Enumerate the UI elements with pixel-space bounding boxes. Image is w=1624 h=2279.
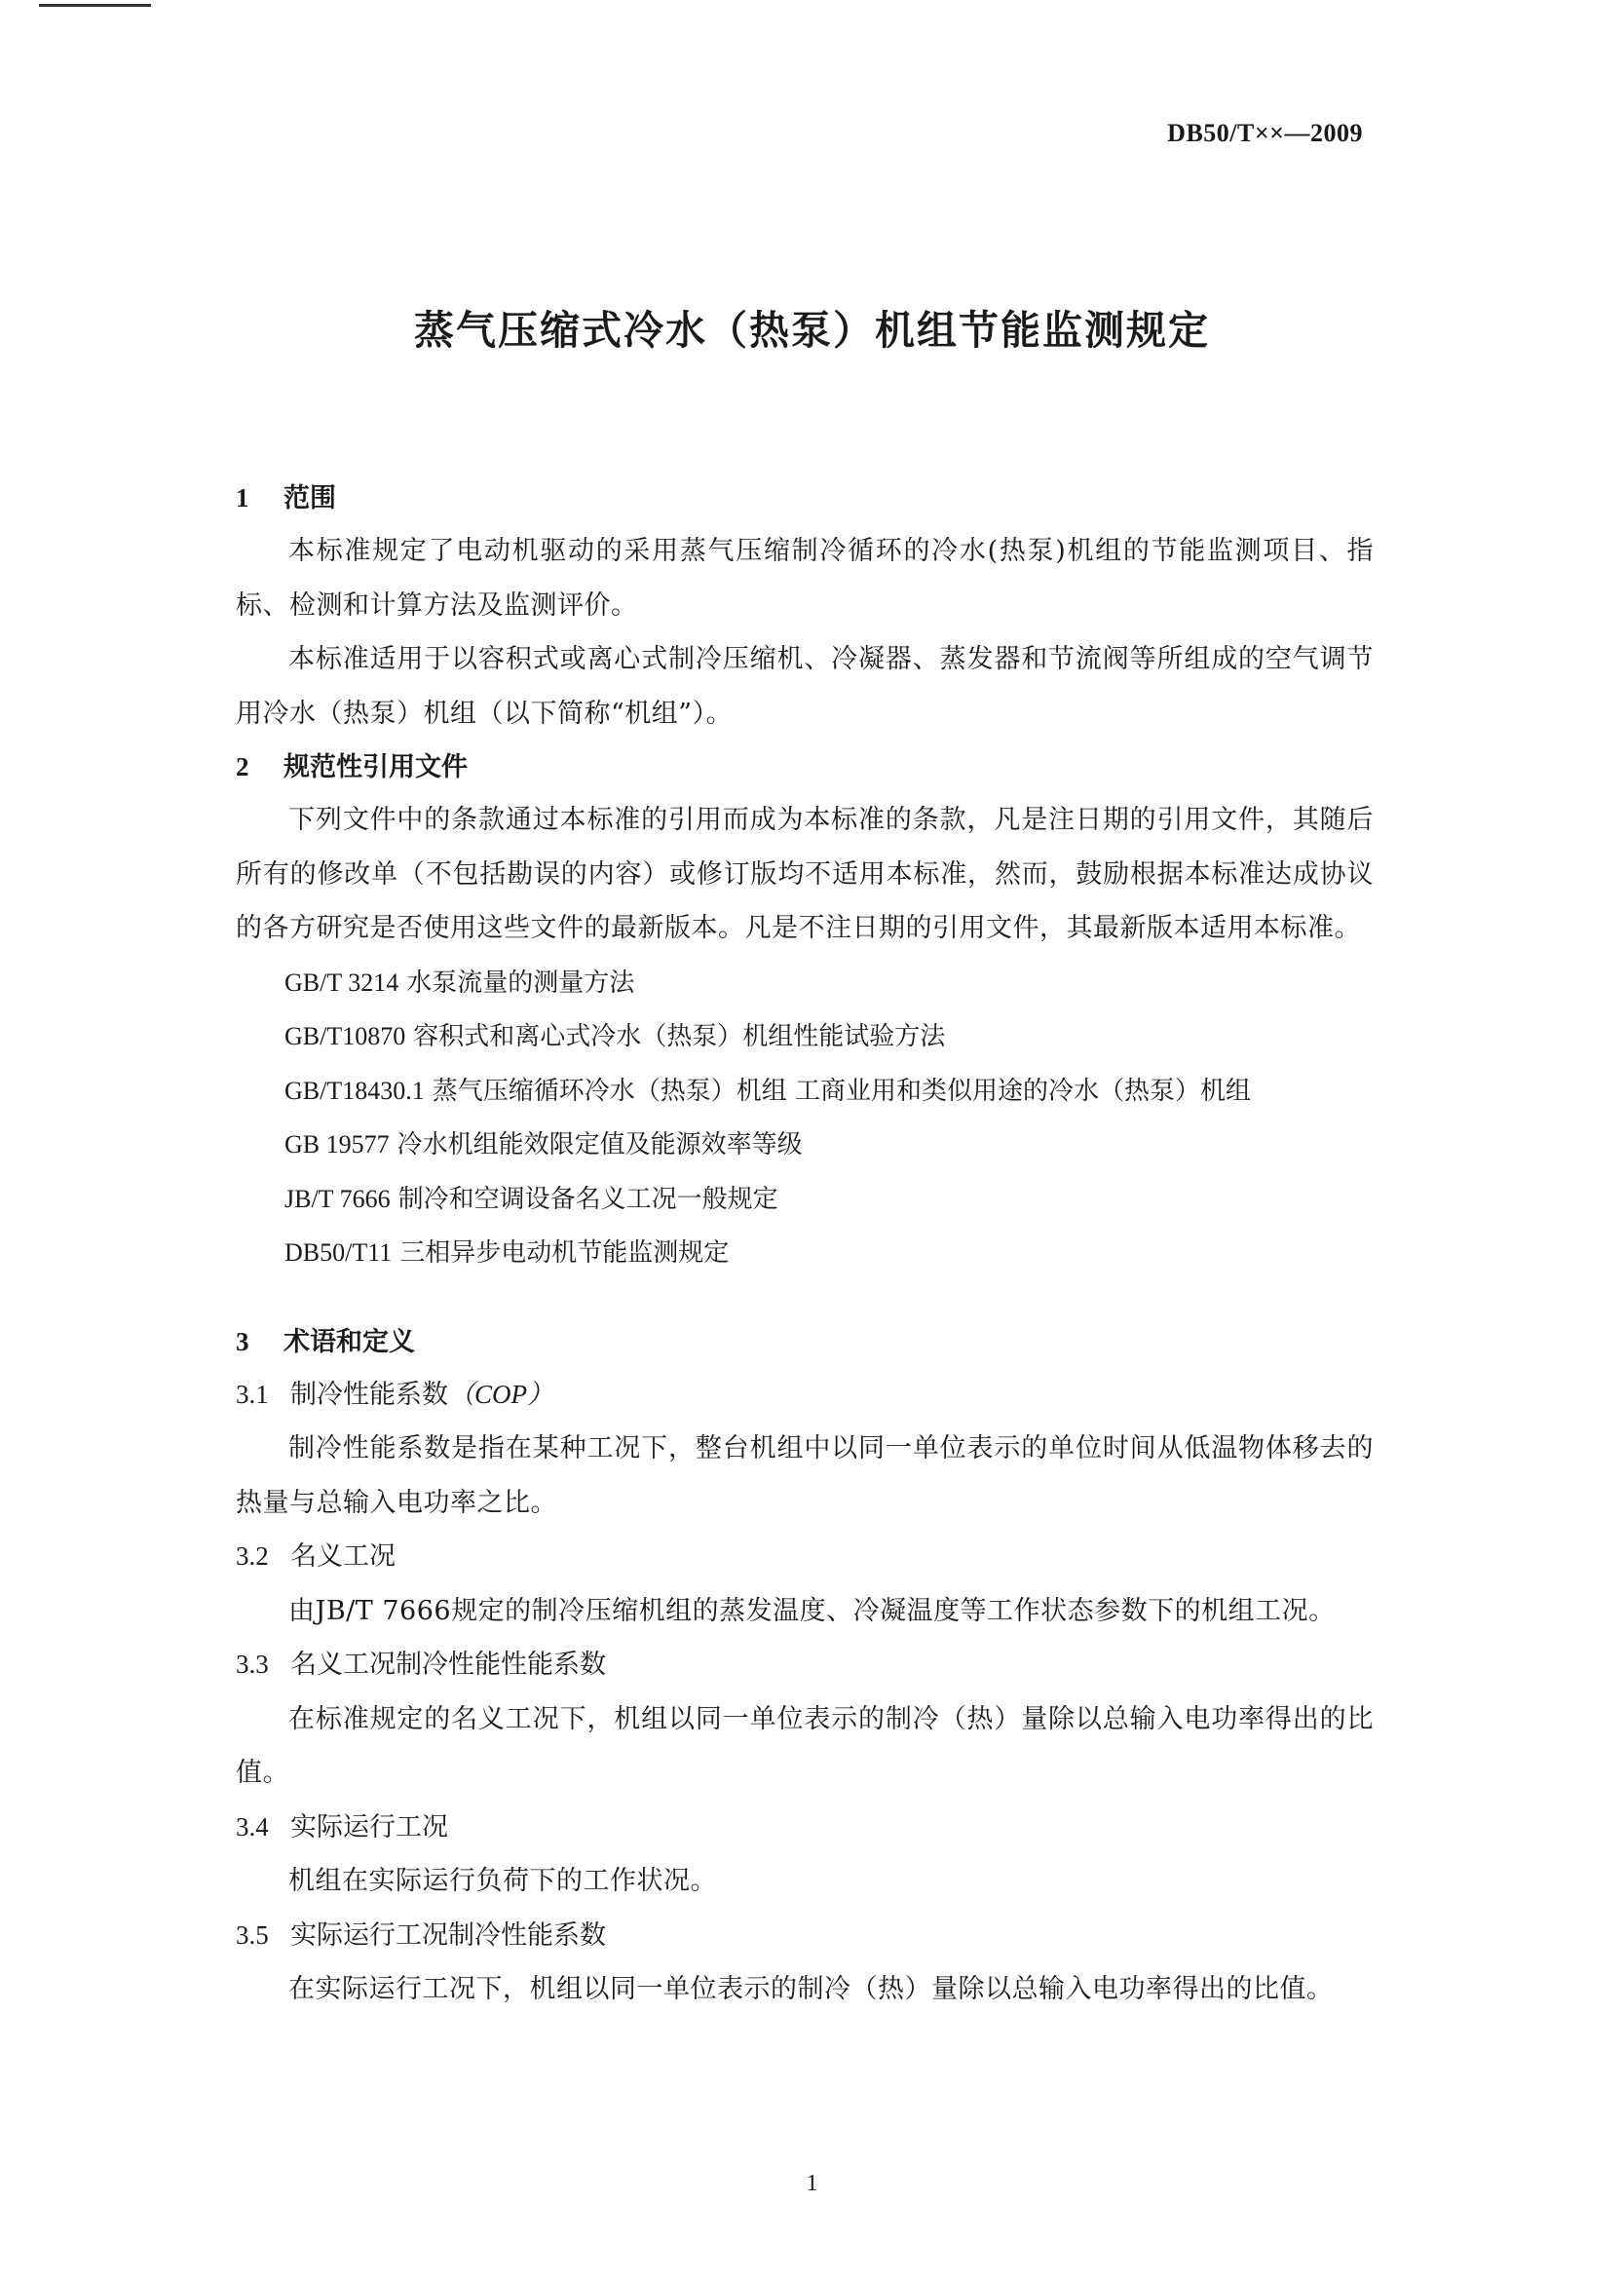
section-title: 术语和定义 (283, 1326, 415, 1357)
term-definition: 在标准规定的名义工况下，机组以同一单位表示的制冷（热）量除以总输入电功率得出的比值。 (236, 1703, 1374, 1788)
term-title: 名义工况制冷性能性能系数 (290, 1650, 606, 1680)
section-number: 1 (236, 483, 249, 513)
reference-item (236, 1009, 1374, 1064)
reference-item (236, 1172, 1374, 1227)
section-heading-terms-definitions (236, 1315, 1374, 1368)
term-title: 实际运行工况 (290, 1811, 448, 1842)
term-title: 实际运行工况制冷性能系数 (290, 1919, 606, 1951)
reference-code: JB/T 7666 (284, 1184, 391, 1213)
paragraph: 本标准规定了电动机驱动的采用蒸气压缩制冷循环的冷水(热泵)机组的节能监测项目、指标、检测和计算方法及监测评价。 (236, 536, 1374, 621)
section-title: 范围 (283, 483, 336, 513)
top-rule (39, 4, 151, 7)
document-title: 蒸气压缩式冷水（热泵）机组节能监测规定 (414, 307, 1210, 354)
section-spacer (236, 1280, 1374, 1315)
reference-code: GB/T10870 (284, 1022, 406, 1050)
term-number: 3.3 (236, 1650, 269, 1679)
reference-name: 冷水机组能效限定值及能源效率等级 (397, 1130, 803, 1159)
reference-name: 三相异步电动机节能监测规定 (399, 1238, 730, 1268)
page-number: 1 (806, 2171, 818, 2196)
term-definition: 制冷性能系数是指在某种工况下，整台机组中以同一单位表示的单位时间从低温物体移去的热量与总输入电功率之比。 (236, 1433, 1374, 1518)
section-number: 2 (236, 752, 249, 781)
term-number: 3.4 (236, 1811, 269, 1842)
term-heading (236, 1530, 1374, 1584)
reference-name: 容积式和离心式冷水（热泵）机组性能试验方法 (413, 1022, 946, 1051)
document-code: DB50/T××—2009 (1167, 119, 1363, 147)
term-heading (236, 1801, 1374, 1855)
section-heading-scope (236, 472, 1374, 524)
reference-item (236, 1226, 1374, 1280)
reference-code: GB 19577 (284, 1130, 390, 1158)
paragraph: 本标准适用于以容积式或离心式制冷压缩机、冷凝器、蒸发器和节流阀等所组成的空气调节用冷水（热泵）机组（以下简称“机组”）。 (236, 644, 1374, 729)
reference-item (236, 1118, 1374, 1172)
term-definition: 由JB/T 7666规定的制冷压缩机组的蒸发温度、冷凝温度等工作状态参数下的机组工况。 (288, 1595, 1336, 1626)
reference-code: GB/T 3214 (284, 968, 399, 997)
document-body (236, 472, 1374, 2017)
term-number: 3.2 (236, 1541, 269, 1571)
term-number: 3.5 (236, 1919, 269, 1950)
reference-code: DB50/T11 (284, 1238, 393, 1267)
term-heading (236, 1638, 1374, 1692)
section-heading-normative-references (236, 741, 1374, 793)
reference-name: 水泵流量的测量方法 (406, 968, 635, 998)
reference-item (236, 1064, 1374, 1119)
term-abbreviation: （COP） (448, 1379, 553, 1409)
section-title: 规范性引用文件 (283, 752, 468, 782)
term-title: 名义工况 (290, 1541, 396, 1572)
term-number: 3.1 (236, 1379, 269, 1409)
term-title: 制冷性能系数 (290, 1379, 448, 1410)
term-definition: 机组在实际运行负荷下的工作状况。 (288, 1866, 717, 1896)
term-heading (236, 1368, 1374, 1423)
reference-code: GB/T18430.1 (284, 1076, 425, 1105)
paragraph: 下列文件中的条款通过本标准的引用而成为本标准的条款，凡是注日期的引用文件，其随后所有的修改单（不包括勘误的内容）或修订版均不适用本标准，然而，鼓励根据本标准达成协议的各方研究是否使用这些文件的最新版本。凡是不注日期的引用文件，其最新版本适用本标准。 (236, 805, 1374, 943)
reference-name: 蒸气压缩循环冷水（热泵）机组 工商业用和类似用途的冷水（热泵）机组 (432, 1076, 1251, 1106)
term-definition: 在实际运行工况下，机组以同一单位表示的制冷（热）量除以总输入电功率得出的比值。 (288, 1974, 1334, 2004)
section-number: 3 (236, 1326, 249, 1356)
reference-name: 制冷和空调设备名义工况一般规定 (397, 1184, 778, 1214)
reference-item (236, 956, 1374, 1010)
term-heading (236, 1909, 1374, 1963)
